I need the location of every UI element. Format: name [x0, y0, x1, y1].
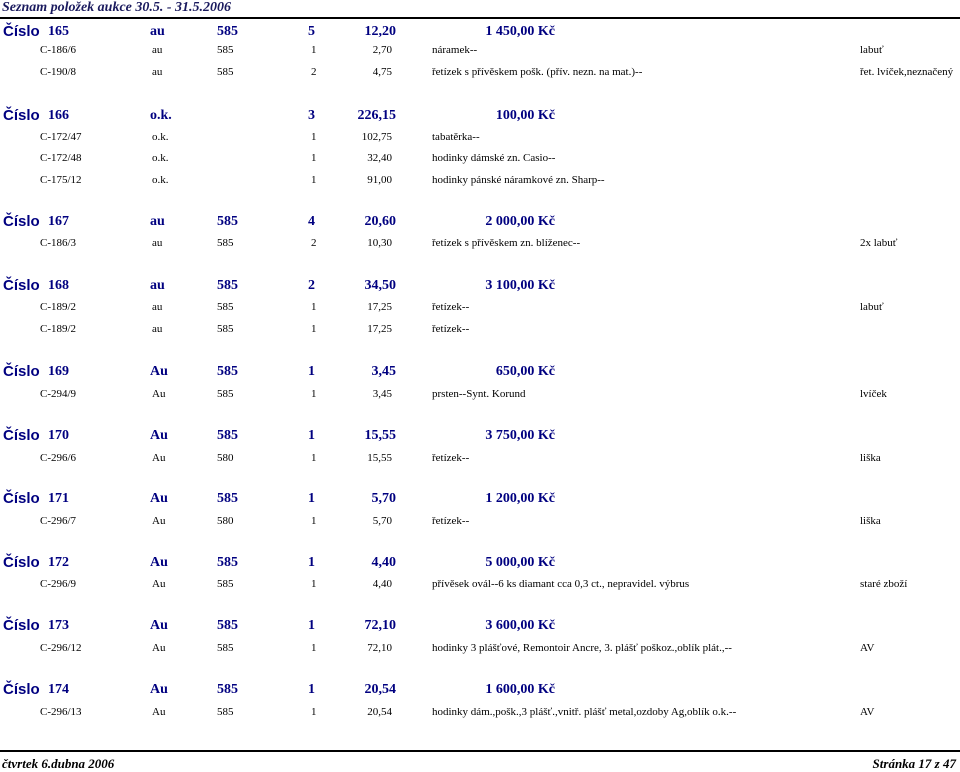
group-metal: au	[150, 214, 165, 229]
item-weight: 17,25	[367, 323, 392, 335]
item-count: 1	[311, 515, 317, 527]
group-metal: Au	[150, 428, 168, 443]
item-weight: 4,75	[372, 66, 392, 78]
item-description: řetízek--	[432, 515, 470, 527]
item-note: AV	[860, 706, 875, 718]
item-code: C-172/47	[40, 131, 82, 143]
item-count: 1	[311, 388, 317, 400]
group-price: 1 200,00 Kč	[485, 491, 555, 506]
group-weight: 72,10	[364, 618, 396, 633]
item-code: C-296/9	[40, 578, 77, 590]
group-fineness: 585	[217, 491, 238, 506]
item-weight: 17,25	[367, 301, 392, 313]
item-metal: Au	[152, 642, 166, 654]
item-count: 1	[311, 323, 317, 335]
item-fineness: 585	[217, 388, 234, 400]
group-fineness: 585	[217, 618, 238, 633]
group-fineness: 585	[217, 24, 238, 39]
group-price: 3 750,00 Kč	[485, 428, 555, 443]
item-count: 2	[311, 66, 317, 78]
item-code: C-186/6	[40, 44, 77, 56]
item-note: AV	[860, 642, 875, 654]
item-code: C-172/48	[40, 152, 82, 164]
item-code: C-296/13	[40, 706, 82, 718]
item-count: 1	[311, 44, 317, 56]
footer-rule	[0, 750, 960, 752]
item-fineness: 585	[217, 301, 234, 313]
item-weight: 32,40	[367, 152, 392, 164]
item-count: 1	[311, 452, 317, 464]
group-price: 3 100,00 Kč	[485, 278, 555, 293]
item-metal: au	[152, 44, 163, 56]
group-weight: 34,50	[364, 278, 396, 293]
item-metal: o.k.	[152, 131, 169, 143]
group-metal: Au	[150, 618, 168, 633]
group-label: Číslo	[3, 107, 40, 124]
group-fineness: 585	[217, 278, 238, 293]
item-fineness: 585	[217, 323, 234, 335]
group-weight: 15,55	[364, 428, 396, 443]
item-metal: au	[152, 323, 163, 335]
item-metal: Au	[152, 388, 166, 400]
group-weight: 20,60	[364, 214, 396, 229]
group-weight: 226,15	[357, 108, 396, 123]
item-metal: Au	[152, 452, 166, 464]
item-description: hodinky pánské náramkové zn. Sharp--	[432, 174, 605, 186]
item-fineness: 585	[217, 66, 234, 78]
group-number: 165	[48, 24, 69, 39]
item-weight: 10,30	[367, 237, 392, 249]
group-label: Číslo	[3, 427, 40, 444]
item-count: 1	[311, 706, 317, 718]
item-description: hodinky dám.,pošk.,3 plášť.,vnitř. plášť metal,ozdoby Ag,oblík o.k.--	[432, 706, 737, 718]
group-label: Číslo	[3, 277, 40, 294]
item-weight: 3,45	[372, 388, 392, 400]
item-description: prsten--Synt. Korund	[432, 388, 526, 400]
group-price: 5 000,00 Kč	[485, 555, 555, 570]
item-weight: 72,10	[367, 642, 392, 654]
item-count: 1	[311, 301, 317, 313]
item-code: C-190/8	[40, 66, 77, 78]
item-description: náramek--	[432, 44, 478, 56]
group-number: 167	[48, 214, 69, 229]
item-count: 1	[311, 578, 317, 590]
group-metal: au	[150, 278, 165, 293]
page-title: Seznam položek aukce 30.5. - 31.5.2006	[2, 0, 232, 15]
item-fineness: 585	[217, 578, 234, 590]
group-number: 172	[48, 555, 69, 570]
item-metal: Au	[152, 515, 166, 527]
group-count: 2	[308, 278, 315, 293]
group-fineness: 585	[217, 555, 238, 570]
item-fineness: 585	[217, 706, 234, 718]
item-note: 2x labuť	[860, 237, 898, 249]
item-weight: 5,70	[372, 515, 392, 527]
item-description: hodinky 3 plášťové, Remontoir Ancre, 3. plášť poškoz.,oblík plát.,--	[432, 642, 732, 654]
group-count: 4	[308, 214, 315, 229]
item-weight: 91,00	[367, 174, 392, 186]
item-metal: au	[152, 301, 163, 313]
item-fineness: 585	[217, 44, 234, 56]
item-weight: 2,70	[372, 44, 392, 56]
group-weight: 5,70	[371, 491, 396, 506]
item-weight: 4,40	[372, 578, 392, 590]
item-weight: 20,54	[367, 706, 392, 718]
group-price: 1 600,00 Kč	[485, 682, 555, 697]
group-number: 168	[48, 278, 69, 293]
item-code: C-294/9	[40, 388, 77, 400]
item-code: C-296/6	[40, 452, 77, 464]
group-fineness: 585	[217, 428, 238, 443]
item-count: 2	[311, 237, 317, 249]
footer-page-number: Stránka 17 z 47	[872, 756, 956, 771]
item-weight: 102,75	[361, 131, 392, 143]
item-description: řetízek--	[432, 452, 470, 464]
group-count: 1	[308, 682, 315, 697]
group-label: Číslo	[3, 554, 40, 571]
group-metal: Au	[150, 491, 168, 506]
group-price: 2 000,00 Kč	[485, 214, 555, 229]
item-count: 1	[311, 131, 317, 143]
group-number: 174	[48, 682, 69, 697]
group-number: 166	[48, 108, 69, 123]
item-note: labuť	[860, 301, 884, 313]
group-label: Číslo	[3, 490, 40, 507]
group-label: Číslo	[3, 213, 40, 230]
item-count: 1	[311, 642, 317, 654]
group-metal: Au	[150, 364, 168, 379]
item-note: lvíček	[860, 388, 887, 400]
group-count: 1	[308, 428, 315, 443]
item-description: řetízek--	[432, 323, 470, 335]
item-code: C-186/3	[40, 237, 77, 249]
item-metal: au	[152, 66, 163, 78]
item-code: C-189/2	[40, 323, 77, 335]
item-fineness: 580	[217, 515, 234, 527]
item-metal: o.k.	[152, 174, 169, 186]
item-code: C-175/12	[40, 174, 82, 186]
group-count: 5	[308, 24, 315, 39]
item-weight: 15,55	[367, 452, 392, 464]
group-weight: 4,40	[371, 555, 396, 570]
item-metal: o.k.	[152, 152, 169, 164]
item-note: staré zboží	[860, 578, 908, 590]
group-label: Číslo	[3, 617, 40, 634]
item-description: řetízek--	[432, 301, 470, 313]
item-code: C-189/2	[40, 301, 77, 313]
item-note: liška	[860, 452, 881, 464]
group-number: 169	[48, 364, 69, 379]
item-description: tabatěrka--	[432, 131, 480, 143]
group-weight: 20,54	[364, 682, 396, 697]
item-description: hodinky dámské zn. Casio--	[432, 152, 556, 164]
group-number: 173	[48, 618, 69, 633]
item-fineness: 585	[217, 237, 234, 249]
group-fineness: 585	[217, 682, 238, 697]
group-fineness: 585	[217, 364, 238, 379]
group-count: 1	[308, 491, 315, 506]
header-rule	[0, 17, 960, 19]
group-count: 3	[308, 108, 315, 123]
item-count: 1	[311, 174, 317, 186]
item-fineness: 585	[217, 642, 234, 654]
group-count: 1	[308, 364, 315, 379]
group-metal: Au	[150, 555, 168, 570]
item-metal: au	[152, 237, 163, 249]
group-number: 171	[48, 491, 69, 506]
group-weight: 12,20	[364, 24, 396, 39]
item-note: labuť	[860, 44, 884, 56]
group-number: 170	[48, 428, 69, 443]
item-description: řetízek s přívěskem pošk. (přív. nezn. na mat.)--	[432, 66, 643, 78]
group-price: 1 450,00 Kč	[485, 24, 555, 39]
item-code: C-296/7	[40, 515, 77, 527]
item-metal: Au	[152, 706, 166, 718]
group-fineness: 585	[217, 214, 238, 229]
group-price: 100,00 Kč	[495, 108, 555, 123]
group-price: 3 600,00 Kč	[485, 618, 555, 633]
group-metal: o.k.	[150, 108, 172, 123]
group-label: Číslo	[3, 681, 40, 698]
group-count: 1	[308, 618, 315, 633]
item-note: řet. lvíček,neznačený	[860, 66, 954, 78]
group-metal: au	[150, 24, 165, 39]
item-note: liška	[860, 515, 881, 527]
group-count: 1	[308, 555, 315, 570]
item-count: 1	[311, 152, 317, 164]
item-description: přívěsek ovál--6 ks diamant cca 0,3 ct., nepravidel. výbrus	[432, 578, 690, 590]
item-description: řetízek s přívěskem zn. blíženec--	[432, 237, 581, 249]
group-price: 650,00 Kč	[495, 364, 555, 379]
group-metal: Au	[150, 682, 168, 697]
group-weight: 3,45	[371, 364, 396, 379]
footer-date: čtvrtek 6.dubna 2006	[2, 756, 115, 771]
item-code: C-296/12	[40, 642, 82, 654]
group-label: Číslo	[3, 23, 40, 40]
item-metal: Au	[152, 578, 166, 590]
item-fineness: 580	[217, 452, 234, 464]
group-label: Číslo	[3, 363, 40, 380]
